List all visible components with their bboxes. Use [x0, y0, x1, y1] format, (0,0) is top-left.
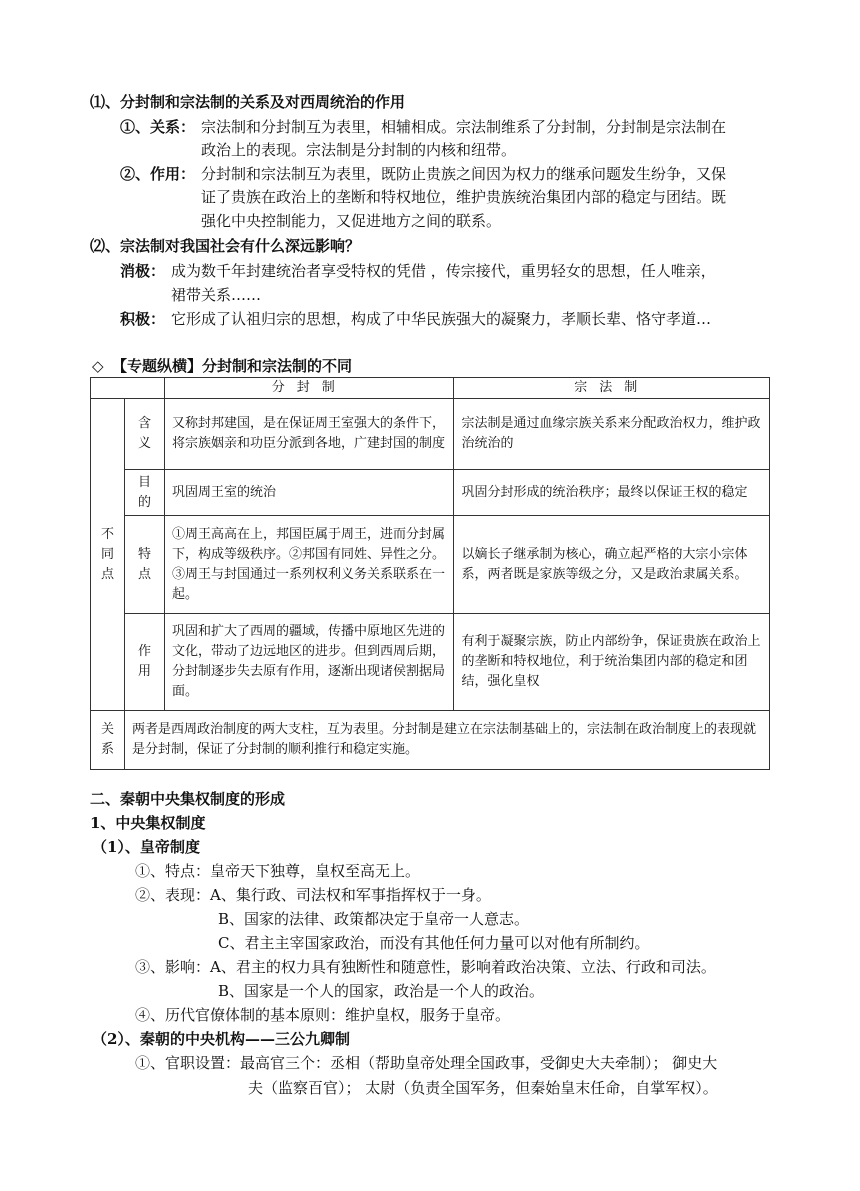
- cell-zongfa: 以嫡长子继承制为核心，确立起严格的大宗小宗体系，两者既是家族等级之分，又是政治隶属关系。: [454, 516, 770, 614]
- emperor-system-heading: （1）、皇帝制度: [92, 838, 200, 856]
- header-zongfa: 宗法制: [454, 378, 770, 399]
- negative-label: 消极：: [120, 262, 166, 280]
- cell-fenfeng: 巩固周王室的统治: [164, 470, 454, 516]
- officials-line1: ①、官职设置：最高官三个：丞相（帮助皇帝处理全国政事，受御史大夫牵制）； 御史大: [135, 1054, 718, 1072]
- cell-zongfa: 巩固分封形成的统治秩序；最终以保证王权的稳定: [454, 470, 770, 516]
- row-label: 目 的: [124, 470, 164, 516]
- relation-cell: 两者是西周政治制度的两大支柱，互为表里。分封制是建立在宗法制基础上的，宗法制在政治制度上的表现就是分封制，保证了分封制的顺利推行和稳定实施。: [124, 711, 769, 770]
- relation-label: ①、关系：: [120, 118, 196, 136]
- table-row: [91, 399, 770, 470]
- group-label-differences: 不 同 点: [91, 399, 125, 711]
- effect-text-line1: 分封制和宗法制互为表里，既防止贵族之间因为权力的继承问题发生纷争，又保: [201, 165, 727, 183]
- bureaucracy-principle: ④、历代官僚体制的基本原则：维护皇权，服务于皇帝。: [135, 1006, 511, 1024]
- emperor-manifestation-a: ②、表现：A、集行政、司法权和军事指挥权于一身。: [135, 886, 491, 904]
- row-label: 作 用: [124, 614, 164, 711]
- negative-text-line2: 裙带关系……: [171, 286, 262, 304]
- section-1-title: ⑴、分封制和宗法制的关系及对西周统治的作用: [90, 93, 406, 111]
- officials-line2: 夫（监察百官）； 太尉（负责全国军务，但秦始皇末任命，自掌军权）。: [248, 1079, 718, 1097]
- emperor-influence-b: B、国家是一个人的国家，政治是一个人的政治。: [218, 982, 545, 1000]
- header-fenfeng: 分封制: [164, 378, 454, 399]
- table-row: [91, 470, 770, 516]
- effect-text-line3: 强化中央控制能力，又促进地方之间的联系。: [201, 212, 502, 230]
- effect-label: ②、作用：: [120, 165, 196, 183]
- negative-text-line1: 成为数千年封建统治者享受特权的凭借 ，传宗接代，重男轻女的思想，任人唯亲，: [171, 262, 716, 280]
- positive-text-line1: 它形成了认祖归宗的思想，构成了中华民族强大的凝聚力，孝顺长辈、恪守孝道…: [171, 310, 712, 328]
- positive-label: 积极：: [120, 310, 166, 328]
- table-header-row: [91, 378, 770, 399]
- relation-row-label: 关 系: [91, 711, 125, 770]
- effect-text-line2: 证了贵族在政治上的垄断和特权地位，维护贵族统治集团内部的稳定与团结。既: [201, 188, 727, 206]
- table-caption: 【专题纵横】分封制和宗法制的不同: [112, 357, 353, 375]
- part-2-title: 二、秦朝中央集权制度的形成: [90, 790, 286, 808]
- section-2-title: ⑵、宗法制对我国社会有什么深远影响？: [90, 237, 361, 255]
- diamond-icon: ◇: [92, 357, 104, 375]
- cell-fenfeng: 巩固和扩大了西周的疆域，传播中原地区先进的文化，带动了边远地区的进步。但到西周后期，分封制逐步失去原有作用，逐渐出现诸侯割据局面。: [164, 614, 454, 711]
- row-label: 含 义: [124, 399, 164, 470]
- cell-zongfa: 有利于凝聚宗族，防止内部纷争，保证贵族在政治上的垄断和特权地位，利于统治集团内部的稳定和团结，强化皇权: [454, 614, 770, 711]
- emperor-influence-a: ③、影响：A、君主的权力具有独断性和随意性，影响着政治决策、立法、行政和司法。: [135, 958, 716, 976]
- cell-fenfeng: 又称封邦建国，是在保证周王室强大的条件下，将宗族姻亲和功臣分派到各地，广建封国的制度: [164, 399, 454, 470]
- header-blank: [91, 378, 165, 399]
- subsection-1-title: 1、中央集权制度: [90, 814, 206, 832]
- central-institution-heading: （2）、秦朝的中央机构——三公九卿制: [92, 1030, 350, 1048]
- emperor-manifestation-b: B、国家的法律、政策都决定于皇帝一人意志。: [218, 910, 530, 928]
- cell-fenfeng: ①周王高高在上，邦国臣属于周王，进而分封属下，构成等级秩序。②邦国有同姓、异性之分。③周王与封国通过一系列权利义务关系联系在一起。: [164, 516, 454, 614]
- relation-text-line1: 宗法制和分封制互为表里，相辅相成。宗法制维系了分封制，分封制是宗法制在: [201, 118, 727, 136]
- emperor-manifestation-c: C、君主主宰国家政治，而没有其他任何力量可以对他有所制约。: [218, 934, 650, 952]
- emperor-feature: ①、特点：皇帝天下独尊，皇权至高无上。: [135, 862, 421, 880]
- relation-text-line2: 政治上的表现。宗法制是分封制的内核和纽带。: [201, 141, 517, 159]
- table-row-relation: [91, 711, 770, 770]
- table-row: [91, 614, 770, 711]
- cell-zongfa: 宗法制是通过血缘宗族关系来分配政治权力，维护政治统治的: [454, 399, 770, 470]
- table-row: [91, 516, 770, 614]
- comparison-table: [90, 377, 770, 770]
- row-label: 特 点: [124, 516, 164, 614]
